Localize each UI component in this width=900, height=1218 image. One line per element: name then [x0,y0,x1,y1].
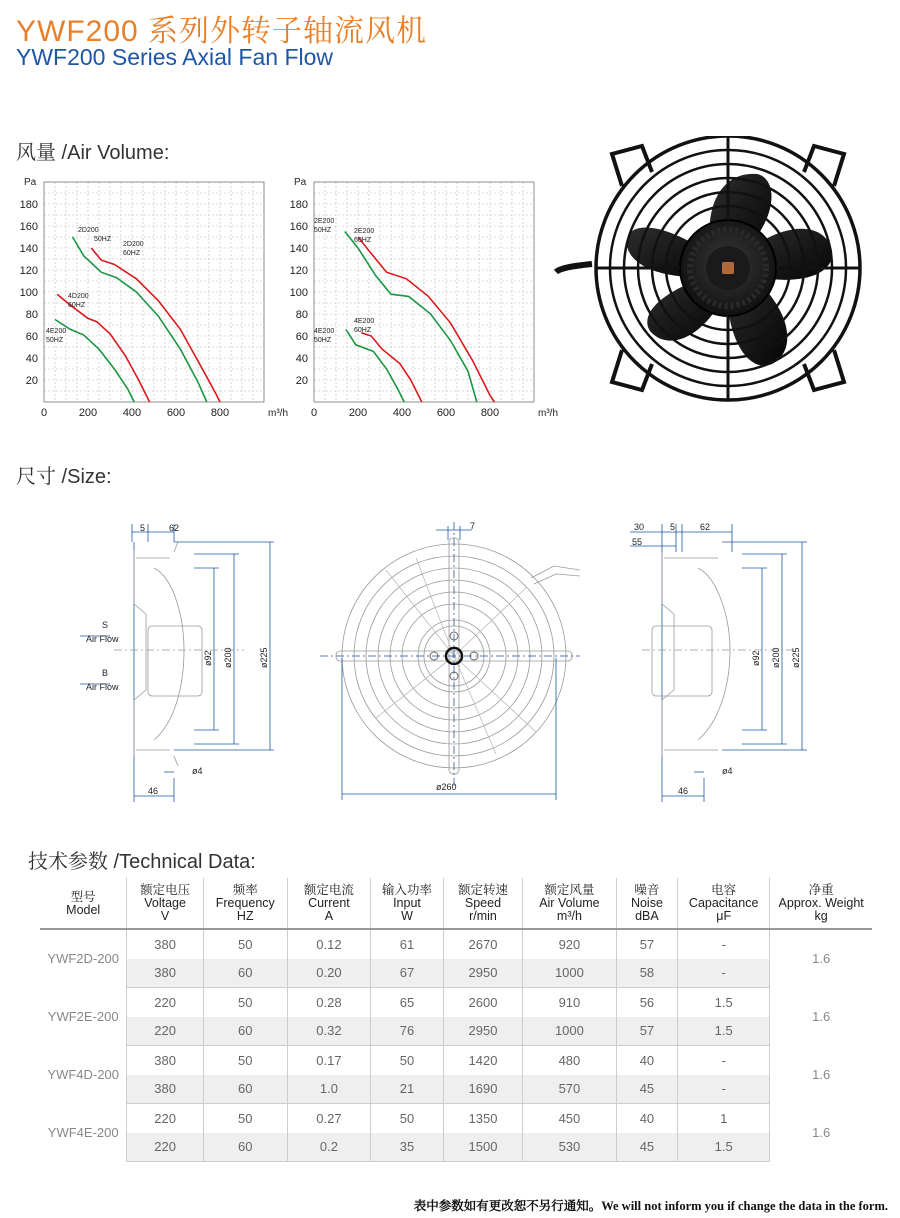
x-tick-label: 600 [166,407,186,419]
dim-phi225-right: ø225 [791,647,801,668]
dim-46-right: 46 [678,786,689,796]
data-cell: 1.5 [678,1017,770,1046]
dim-7: 7 [470,521,476,531]
dim-phi4-right: ø4 [722,766,733,776]
front-view-drawing [316,518,606,808]
data-cell: 67 [371,959,444,988]
x-tick-label: 400 [122,407,142,419]
y-tick-label: 60 [25,331,38,343]
curve-annotation: 50HZ [46,337,64,344]
curve-annotation: 2E200 [354,228,375,235]
model-cell: YWF2E-200 [40,988,127,1046]
model-cell: YWF2D-200 [40,929,127,988]
dim-phi92: ø92 [203,650,213,666]
data-cell: 2950 [443,959,522,988]
table-header-row [40,878,872,929]
data-cell: 56 [616,988,677,1017]
data-cell: 65 [371,988,444,1017]
column-header: 型号 Model [40,878,127,929]
data-cell: 0.2 [287,1133,370,1162]
technical-data-table [40,878,872,1162]
data-cell: 21 [371,1075,444,1104]
model-cell: YWF4E-200 [40,1104,127,1162]
y-tick-label: 180 [289,199,308,211]
dim-55: 55 [632,537,643,547]
data-cell: 1690 [443,1075,522,1104]
x-tick-label: 400 [392,407,412,419]
y-tick-label: 120 [19,265,38,277]
data-cell: 76 [371,1017,444,1046]
series-line [358,237,494,402]
y-tick-label: 40 [25,353,38,365]
label-s: S [102,620,109,630]
section-air-volume: 风量 /Air Volume: [16,142,170,164]
x-axis-label: m³/h [268,408,288,419]
data-cell: 0.28 [287,988,370,1017]
data-cell: - [678,929,770,959]
table-row [40,1133,872,1162]
dim-46: 46 [148,786,159,796]
data-cell: 220 [127,1133,203,1162]
data-cell: 61 [371,929,444,959]
data-cell: 380 [127,929,203,959]
label-b: B [102,668,109,678]
data-cell: 1000 [523,959,617,988]
y-tick-label: 140 [19,243,38,255]
y-axis-label: Pa [24,177,37,188]
y-tick-label: 120 [289,265,308,277]
data-cell: 50 [371,1104,444,1133]
dim-5-right: 5 [670,522,676,532]
data-cell: 50 [203,1046,287,1075]
y-tick-label: 100 [19,287,38,299]
column-header: 额定风量 Air Volume m³/h [523,878,617,929]
data-cell: 1500 [443,1133,522,1162]
data-cell: 380 [127,1075,203,1104]
data-cell: 2600 [443,988,522,1017]
data-cell: 60 [203,1017,287,1046]
data-cell: 50 [371,1046,444,1075]
data-cell: 40 [616,1046,677,1075]
x-tick-label: 0 [310,407,318,419]
weight-cell: 1.6 [770,929,872,988]
x-tick-label: 800 [210,407,230,419]
column-header: 噪音 Noise dBA [616,878,677,929]
data-cell: 50 [203,1104,287,1133]
data-cell: 0.32 [287,1017,370,1046]
side-view-drawing-b [622,518,852,808]
curve-annotation: 4E200 [354,318,375,325]
curve-annotation: 4E200 [314,328,335,335]
y-axis-label: Pa [294,177,307,188]
data-cell: 530 [523,1133,617,1162]
air-volume-chart-1 [16,172,291,424]
page-title-en: YWF200 Series Axial Fan Flow [16,44,334,70]
weight-cell: 1.6 [770,988,872,1046]
curve-annotation: 50HZ [314,227,332,234]
column-header: 净重 Approx. Weight kg [770,878,872,929]
column-header: 额定电压 Voltage V [127,878,203,929]
data-cell: 58 [616,959,677,988]
section-technical-data: 技术参数 /Technical Data: [28,851,256,873]
data-cell: 60 [203,1133,287,1162]
data-cell: - [678,1046,770,1075]
dim-phi225: ø225 [259,647,269,668]
data-cell: 1.5 [678,988,770,1017]
data-cell: 1350 [443,1104,522,1133]
table-row [40,1017,872,1046]
curve-annotation: 4D200 [68,293,89,300]
data-cell: 57 [616,929,677,959]
data-cell: 50 [203,929,287,959]
y-tick-label: 20 [25,375,38,387]
curve-annotation: 60HZ [68,302,86,309]
data-cell: 40 [616,1104,677,1133]
curve-annotation: 60HZ [123,250,141,257]
x-tick-label: 800 [480,407,500,419]
series-line [55,320,134,403]
table-row [40,1104,872,1133]
series-line [345,232,477,403]
data-cell: 1 [678,1104,770,1133]
page-title-cn: YWF200 系列外转子轴流风机 [16,15,428,48]
data-cell: 0.27 [287,1104,370,1133]
curve-annotation: 60HZ [354,327,372,334]
side-view-drawing-s [74,518,304,808]
y-tick-label: 20 [295,375,308,387]
data-cell: 480 [523,1046,617,1075]
data-cell: 45 [616,1075,677,1104]
y-tick-label: 60 [295,331,308,343]
series-line [57,294,149,402]
curve-annotation: 2D200 [123,241,144,248]
y-tick-label: 80 [25,309,38,321]
dim-phi92-right: ø92 [751,650,761,666]
data-cell: 57 [616,1017,677,1046]
dim-5: 5 [140,523,146,533]
column-header: 频率 Frequency HZ [203,878,287,929]
data-cell: 60 [203,1075,287,1104]
dim-62-right: 62 [700,522,711,532]
column-header: 输入功率 Input W [371,878,444,929]
x-axis-label: m³/h [538,408,558,419]
data-cell: 220 [127,988,203,1017]
data-cell: 35 [371,1133,444,1162]
y-tick-label: 80 [295,309,308,321]
data-cell: 220 [127,1104,203,1133]
data-cell: 0.20 [287,959,370,988]
data-cell: 450 [523,1104,617,1133]
x-tick-label: 600 [436,407,456,419]
data-cell: 1.0 [287,1075,370,1104]
curve-annotation: 60HZ [354,237,372,244]
table-row [40,929,872,959]
data-cell: 60 [203,959,287,988]
curve-annotation: 2D200 [78,227,99,234]
y-tick-label: 40 [295,353,308,365]
curve-annotation: 4E200 [46,328,67,335]
y-tick-label: 160 [289,221,308,233]
dim-30: 30 [634,522,645,532]
x-tick-label: 200 [348,407,368,419]
curve-annotation: 50HZ [94,236,112,243]
data-cell: - [678,1075,770,1104]
model-cell: YWF4D-200 [40,1046,127,1104]
data-cell: 1.5 [678,1133,770,1162]
weight-cell: 1.6 [770,1104,872,1162]
data-cell: 50 [203,988,287,1017]
data-cell: 45 [616,1133,677,1162]
data-cell: 2950 [443,1017,522,1046]
data-cell: 1000 [523,1017,617,1046]
x-tick-label: 200 [78,407,98,419]
section-size: 尺寸 /Size: [16,466,112,488]
column-header: 额定转速 Speed r/min [443,878,522,929]
data-cell: 0.17 [287,1046,370,1075]
weight-cell: 1.6 [770,1046,872,1104]
dim-phi200-right: ø200 [771,647,781,668]
curve-annotation: 50HZ [314,337,332,344]
curve-annotation: 2E200 [314,218,335,225]
fan-product-image [552,136,892,426]
table-body [40,929,872,1162]
data-cell: 920 [523,929,617,959]
dim-phi200: ø200 [223,647,233,668]
data-cell: 380 [127,1046,203,1075]
column-header: 额定电流 Current A [287,878,370,929]
table-row [40,959,872,988]
table-row [40,1075,872,1104]
data-cell: 220 [127,1017,203,1046]
label-air-flow-s: Air Flow [86,634,119,644]
table-row [40,1046,872,1075]
data-cell: 0.12 [287,929,370,959]
label-air-flow-b: Air Flow [86,682,119,692]
data-cell: 380 [127,959,203,988]
dim-62: 62 [169,523,180,533]
y-tick-label: 140 [289,243,308,255]
data-cell: 570 [523,1075,617,1104]
x-tick-label: 0 [40,407,48,419]
data-cell: - [678,959,770,988]
dim-phi260: ø260 [436,782,457,792]
data-cell: 1420 [443,1046,522,1075]
footnote: 表中参数如有更改恕不另行通知。We will not inform you if change the data in the form. [413,1199,888,1213]
y-tick-label: 180 [19,199,38,211]
table-row [40,988,872,1017]
dim-phi4: ø4 [192,766,203,776]
y-tick-label: 100 [289,287,308,299]
y-tick-label: 160 [19,221,38,233]
data-cell: 2670 [443,929,522,959]
data-cell: 910 [523,988,617,1017]
air-volume-chart-2 [286,172,561,424]
column-header: 电容 Capacitance μF [678,878,770,929]
